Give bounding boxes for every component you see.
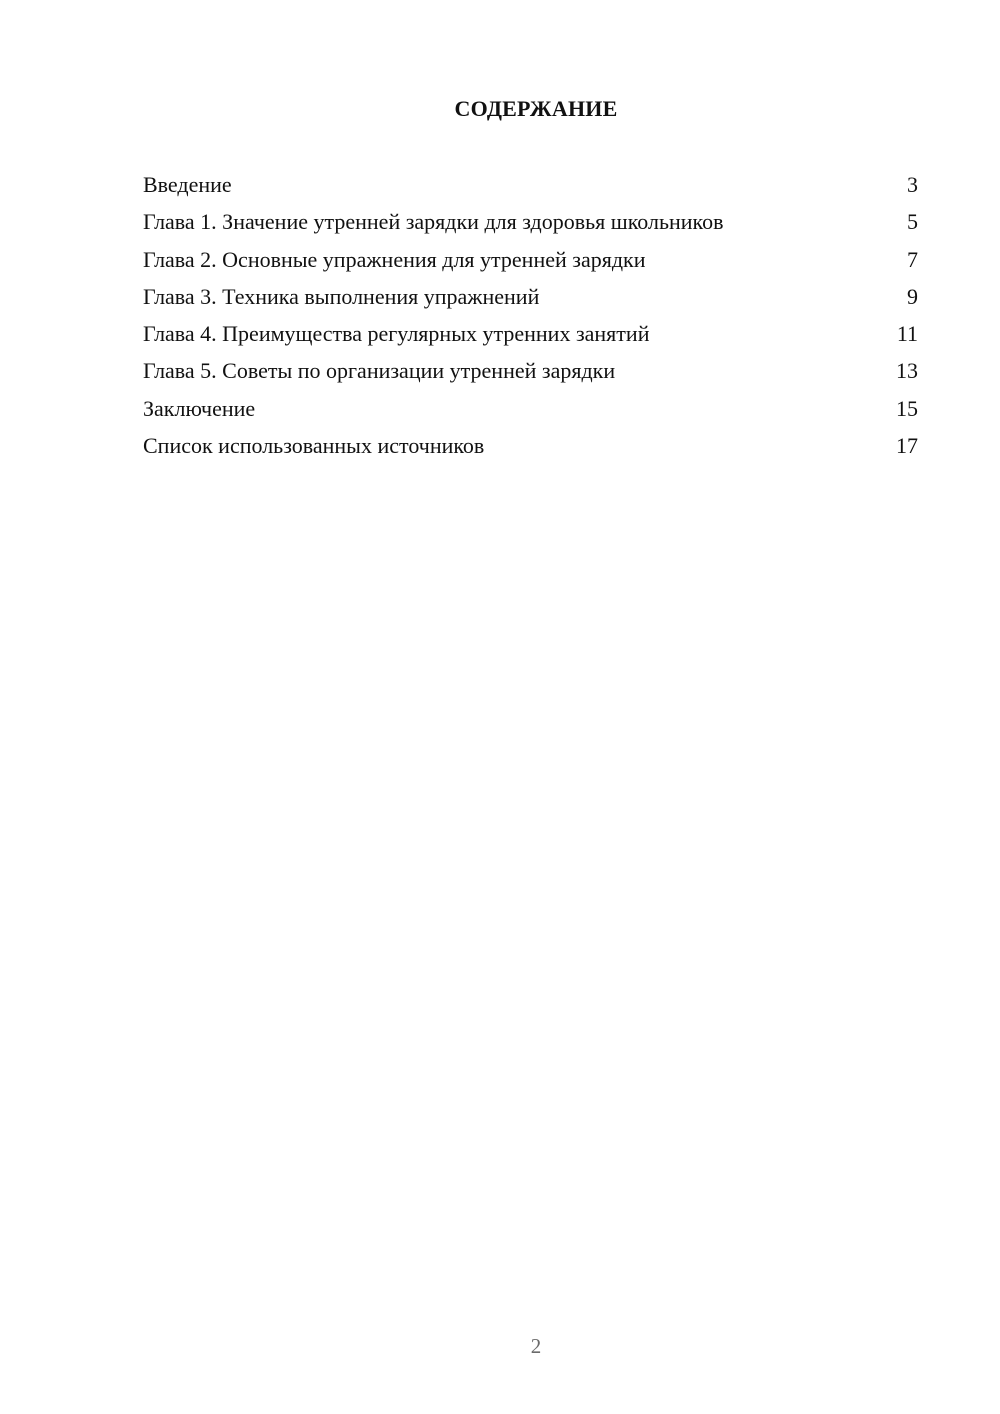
toc-entry-page: 7 — [907, 246, 918, 272]
toc-entry-chapter-4[interactable] — [143, 319, 918, 356]
toc-entry-label: Заключение — [143, 395, 256, 421]
toc-entry-conclusion[interactable] — [143, 394, 918, 431]
toc-entry-chapter-5[interactable] — [143, 356, 918, 393]
toc-entry-references[interactable] — [143, 431, 918, 468]
toc-entry-page: 15 — [896, 395, 918, 421]
toc-entry-chapter-3[interactable] — [143, 282, 918, 319]
toc-entry-label: Введение — [143, 172, 232, 197]
table-of-contents — [143, 170, 918, 468]
toc-entry-page: 17 — [896, 433, 918, 459]
page-number: 2 — [530, 1334, 542, 1358]
toc-entry-label: Список использованных источников — [143, 433, 485, 459]
toc-entry-page: 13 — [896, 358, 918, 384]
toc-heading: СОДЕРЖАНИЕ — [454, 96, 618, 121]
toc-entry-label: Глава 1. Значение утренней зарядки для здоровья школьников — [143, 209, 724, 235]
toc-entry-page: 5 — [907, 209, 918, 235]
toc-entry-chapter-1[interactable] — [143, 207, 918, 244]
toc-entry-label: Глава 4. Преимущества регулярных утренних занятий — [143, 321, 650, 347]
toc-entry-page: 9 — [907, 283, 918, 309]
toc-entry-label: Глава 2. Основные упражнения для утренней зарядки — [143, 246, 646, 272]
toc-entry-page: 3 — [907, 172, 918, 197]
toc-entry-chapter-2[interactable] — [143, 245, 918, 282]
toc-entry-label: Глава 3. Техника выполнения упражнений — [143, 283, 540, 309]
toc-entry-introduction[interactable] — [143, 170, 918, 207]
toc-entry-page: 11 — [896, 321, 918, 347]
toc-entry-label: Глава 5. Советы по организации утренней зарядки — [143, 358, 616, 384]
